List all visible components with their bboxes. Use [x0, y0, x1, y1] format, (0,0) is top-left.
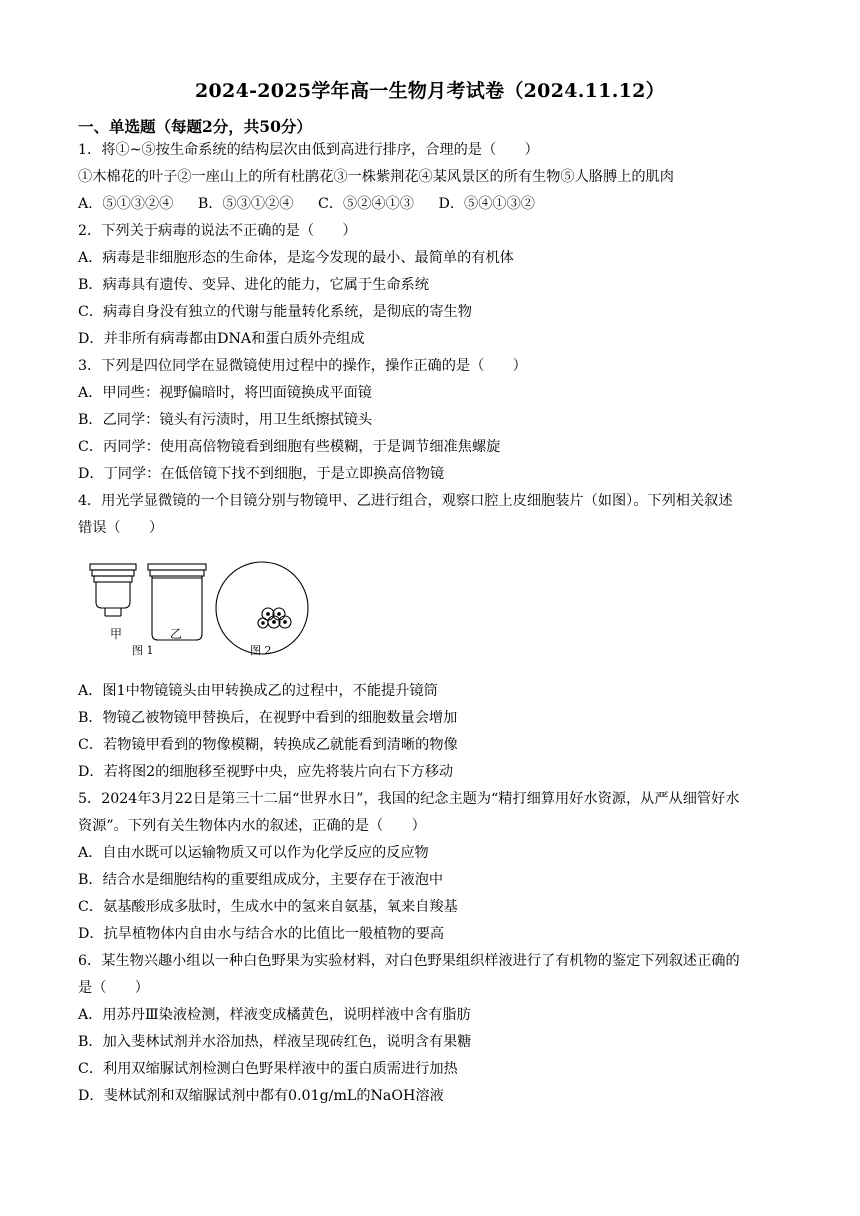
q1-option-d: D．⑤④①③② — [438, 196, 535, 212]
q4-option-c: C．若物镜甲看到的物像模糊，转换成乙就能看到清晰的物像 — [78, 737, 458, 753]
q2-option-b: B．病毒具有遗传、变异、进化的能力，它属于生命系统 — [78, 277, 429, 293]
cell-nucleus — [278, 613, 281, 616]
q1-items: ①木棉花的叶子②一座山上的所有杜鹃花③一株紫荆花④某风景区的所有生物⑤人胳膊上的肌肉 — [78, 169, 674, 185]
q3-option-b: B．乙同学：镜头有污渍时，用卫生纸擦拭镜头 — [78, 412, 373, 428]
q6-option-a: A．用苏丹Ⅲ染液检测，样液变成橘黄色，说明样液中含有脂肪 — [78, 1007, 471, 1023]
q4-option-a: A．图1中物镜镜头由甲转换成乙的过程中，不能提升镜筒 — [78, 683, 438, 699]
q1-option-c: C．⑤②④①③ — [317, 196, 414, 212]
cell-nucleus — [262, 622, 264, 624]
q5-stem-line1: 5．2024年3月22日是第三十二届“世界水日”，我国的纪念主题为“精打细算用好水资源，从严从细管好水 — [78, 791, 740, 807]
q1-option-b: B．⑤③①②④ — [197, 196, 294, 212]
q2-option-d: D．并非所有病毒都由DNA和蛋白质外壳组成 — [78, 331, 365, 347]
q4-option-d: D．若将图2的细胞移至视野中央，应先将装片向右下方移动 — [78, 764, 454, 780]
microscope-figure — [80, 556, 320, 666]
label-jia: 甲 — [110, 627, 123, 641]
q1-options — [78, 194, 555, 214]
q4-stem-line2: 错误（ ） — [78, 520, 164, 536]
q5-option-d: D．抗旱植物体内自由水与结合水的比值比一般植物的要高 — [78, 926, 445, 942]
cell-nucleus — [284, 621, 287, 624]
field-of-view — [216, 562, 308, 654]
q3-option-d: D．丁同学：在低倍镜下找不到细胞，于是立即换高倍物镜 — [78, 466, 445, 482]
q5-option-a: A．自由水既可以运输物质又可以作为化学反应的反应物 — [78, 845, 429, 861]
q4-stem-line1: 4．用光学显微镜的一个目镜分别与物镜甲、乙进行组合，观察口腔上皮细胞装片（如图）。下列相关叙述 — [78, 493, 733, 509]
q6-stem-line1: 6．某生物兴趣小组以一种白色野果为实验材料，对白色野果组织样液进行了有机物的鉴定下列叙述正确的 — [78, 953, 740, 969]
q2-stem: 2．下列关于病毒的说法不正确的是（ ） — [78, 223, 357, 239]
q1-stem: 1．将①~⑤按生命系统的结构层次由低到高进行排序，合理的是（ ） — [78, 142, 539, 158]
q2-option-a: A．病毒是非细胞形态的生命体，是迄今发现的最小、最简单的有机体 — [78, 250, 514, 266]
q3-option-a: A．甲同些：视野偏暗时，将凹面镜换成平面镜 — [78, 385, 372, 401]
q1-option-a: A．⑤①③②④ — [78, 196, 174, 212]
q2-option-c: C．病毒自身没有独立的代谢与能量转化系统，是彻底的寄生物 — [78, 304, 472, 320]
figure2-caption: 图 2 — [250, 644, 272, 657]
q3-stem: 3．下列是四位同学在显微镜使用过程中的操作，操作正确的是（ ） — [78, 358, 527, 374]
exam-title: 2024-2025学年高一生物月考试卷（2024.11.12） — [195, 80, 665, 102]
cell-nucleus — [267, 613, 270, 616]
objective-jia-icon — [90, 564, 136, 616]
q6-option-d: D．斐林试剂和双缩脲试剂中都有0.01g/mL的NaOH溶液 — [78, 1088, 444, 1104]
q5-option-b: B．结合水是细胞结构的重要组成成分，主要存在于液泡中 — [78, 872, 444, 888]
q5-stem-line2: 资源”。下列有关生物体内水的叙述，正确的是（ ） — [78, 818, 426, 834]
q3-option-c: C．丙同学：使用高倍物镜看到细胞有些模糊，于是调节细准焦螺旋 — [78, 439, 501, 455]
figure1-caption: 图 1 — [132, 644, 154, 657]
q5-option-c: C．氨基酸形成多肽时，生成水中的氢来自氨基，氧来自羧基 — [78, 899, 458, 915]
q6-option-b: B．加入斐林试剂并水浴加热，样液呈现砖红色，说明含有果糖 — [78, 1034, 472, 1050]
section-heading: 一、单选题（每题2分，共50分） — [78, 117, 312, 136]
cell-nucleus — [273, 621, 276, 624]
q4-option-b: B．物镜乙被物镜甲替换后，在视野中看到的细胞数量会增加 — [78, 710, 458, 726]
q6-stem-line2: 是（ ） — [78, 980, 149, 996]
label-yi: 乙 — [170, 627, 183, 641]
q6-option-c: C．利用双缩脲试剂检测白色野果样液中的蛋白质需进行加热 — [78, 1061, 458, 1077]
